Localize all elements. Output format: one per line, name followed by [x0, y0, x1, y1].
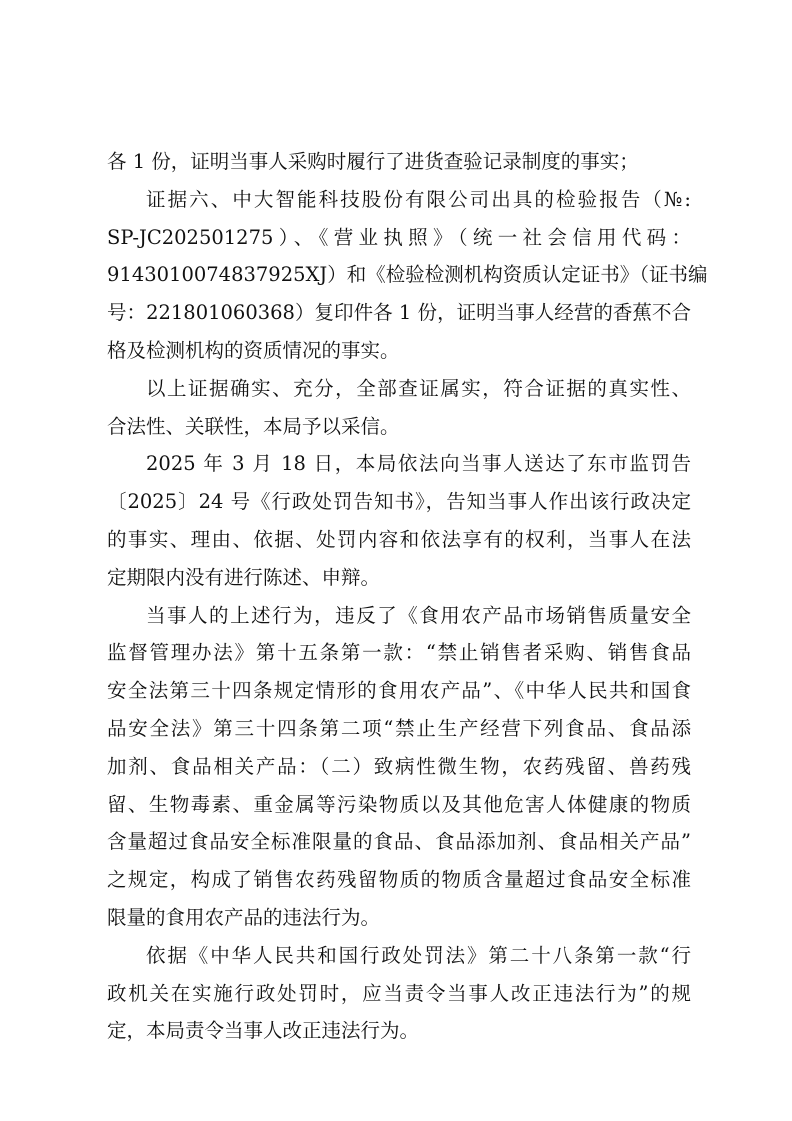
text-line: 之规定，构成了销售农药残留物质的物质含量超过食品安全标准	[107, 868, 691, 892]
text-line: SP-JC202501275）、《营业执照》（统一社会信用代码：	[107, 225, 691, 249]
text-line: 安全法第三十四条规定情形的食用农产品”、《中华人民共和国食	[107, 679, 691, 703]
text-line: 9143010074837925XJ）和《检验检测机构资质认定证书》（证书编	[107, 263, 708, 287]
text-line: 依据《中华人民共和国行政处罚法》第二十八条第一款“行	[146, 943, 691, 967]
text-line: 格及检测机构的资质情况的事实。	[107, 338, 400, 362]
text-line: 各 1 份，证明当事人采购时履行了进货查验记录制度的事实；	[107, 150, 639, 173]
text-line: 的事实、理由、依据、处罚内容和依法享有的权利，当事人在法	[107, 527, 691, 551]
text-line: 2025 年 3 月 18 日，本局依法向当事人送达了东市监罚告	[146, 452, 691, 476]
text-line: 监督管理办法》第十五条第一款：“禁止销售者采购、销售食品	[107, 641, 691, 665]
text-line: 证据六、中大智能科技股份有限公司出具的检验报告（№:	[146, 187, 691, 211]
text-line: 〔2025〕24 号《行政处罚告知书》，告知当事人作出该行政决定	[107, 490, 691, 514]
text-line: 留、生物毒素、重金属等污染物质以及其他危害人体健康的物质	[107, 792, 691, 816]
text-line: 定期限内没有进行陈述、申辩。	[107, 565, 381, 589]
text-line: 含量超过食品安全标准限量的食品、食品添加剂、食品相关产品”	[107, 830, 691, 854]
text-line: 以上证据确实、充分，全部查证属实，符合证据的真实性、	[146, 376, 691, 400]
text-line: 当事人的上述行为，违反了《食用农产品市场销售质量安全	[146, 603, 691, 627]
text-line: 定，本局责令当事人改正违法行为。	[107, 1019, 420, 1043]
document-body	[107, 143, 708, 1050]
text-line: 限量的食用农产品的违法行为。	[107, 905, 381, 929]
text-line: 号：221801060368）复印件各 1 份，证明当事人经营的香蕉不合	[107, 301, 691, 325]
text-line: 加剂、食品相关产品：（二）致病性微生物，农药残留、兽药残	[107, 754, 691, 778]
text-line: 合法性、关联性，本局予以采信。	[107, 414, 400, 438]
text-line: 品安全法》第三十四条第二项“禁止生产经营下列食品、食品添	[107, 716, 691, 740]
text-line: 政机关在实施行政处罚时，应当责令当事人改正违法行为”的规	[107, 981, 691, 1005]
